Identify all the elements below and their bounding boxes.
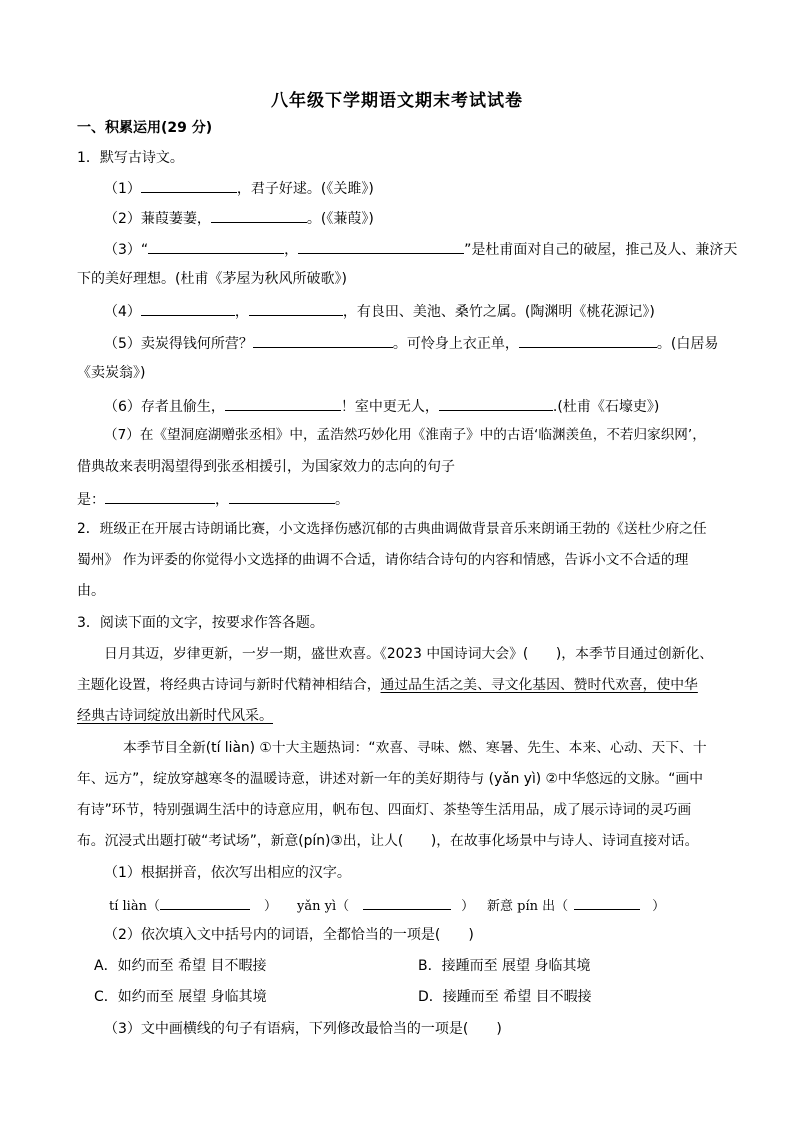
q1-item-3-cont: 下的美好理想。(杜甫《茅屋为秋风所破歌》)	[77, 271, 347, 287]
passage-p2-line-3: 有诗”环节，特别强调生活中的诗意应用，帆布包、四面灯、茶垫等生活用品，成了展示诗词的灵巧画	[77, 802, 692, 818]
q1-item-5-label: （5）卖炭得钱何所营？	[104, 336, 253, 352]
option-a[interactable]: A．如约而至 希望 目不暇接	[94, 958, 267, 974]
q1-item-1-text: ，君子好逑。(《关雎》)	[236, 181, 374, 197]
q1-item-4	[104, 301, 655, 321]
answer-blank[interactable]	[574, 895, 640, 910]
passage-p2-line-1: 本季节目全新(tí liàn) ①十大主题热词：“欢喜、寻味、燃、寒暑、先生、本来、心动、天下、十	[123, 740, 707, 756]
answer-blank[interactable]	[229, 489, 335, 504]
q1-item-5	[104, 333, 718, 353]
sub-question-2: （2）依次填入文中括号内的词语，全都恰当的一项是( )	[104, 927, 474, 943]
q1-item-5-cont: 《卖炭翁》)	[77, 365, 146, 381]
q1-item-7-cont: 借典故来表明渴望得到张丞相援引，为国家效力的志向的句子	[77, 459, 455, 475]
passage-p1-line-1: 日月其迈，岁律更新，一岁一期，盛世欢喜。《2023 中国诗词大会》( )，本季节目通过创新化、	[104, 646, 714, 662]
q1-item-4-comma: ，	[234, 304, 249, 320]
answer-blank[interactable]	[148, 239, 284, 254]
pinyin-blank-1	[109, 895, 277, 916]
answer-blank[interactable]	[211, 208, 307, 223]
answer-blank[interactable]	[363, 895, 451, 910]
q1-item-6-source: .(杜甫《石壕吏》)	[552, 399, 660, 415]
answer-blank[interactable]	[519, 333, 657, 348]
option-c[interactable]: C．如约而至 展望 身临其境	[94, 989, 267, 1005]
q1-item-5-source: 。(白居易	[656, 336, 719, 352]
bracket: ）	[652, 899, 666, 914]
answer-blank[interactable]	[160, 895, 250, 910]
section-heading: 一、积累运用(29 分)	[77, 120, 213, 136]
answer-blank[interactable]	[253, 333, 393, 348]
page-title: 八年级下学期语文期末考试试卷	[271, 91, 523, 111]
sub-question-1: （1）根据拼音，依次写出相应的汉字。	[104, 865, 351, 881]
passage-p2-line-4: 布。沉浸式出题打破“考试场”，新意(pín)③出，让人( )，在故事化场景中与诗人、诗词直接对话。	[77, 833, 699, 849]
passage-text: 主题化设置，将经典古诗词与新时代精神相结合，	[77, 677, 381, 693]
q1-item-6-text: ！室中更无人，	[340, 399, 439, 415]
answer-blank[interactable]	[249, 301, 343, 316]
q1-item-7-label: 是：	[77, 492, 105, 508]
question-1-heading: 1．默写古诗文。	[77, 150, 184, 166]
pinyin-label: yǎn yì（	[297, 899, 350, 914]
q1-item-2	[104, 208, 374, 228]
pinyin-blank-2	[297, 895, 474, 916]
answer-blank[interactable]	[141, 178, 237, 193]
q1-item-3-text: ”是杜甫面对自己的破屋，推己及人、兼济天	[464, 242, 738, 258]
q1-item-5-text: 。可怜身上衣正单，	[392, 336, 519, 352]
answer-blank[interactable]	[105, 489, 215, 504]
q1-item-3-label: （3）“	[104, 242, 149, 258]
option-d[interactable]: D．接踵而至 希望 目不暇接	[418, 989, 592, 1005]
q1-item-1-label: （1）	[104, 181, 141, 197]
q1-item-2-text: 。(《蒹葭》)	[306, 211, 374, 227]
bracket: ）	[263, 899, 277, 914]
passage-p1-line-2	[77, 676, 698, 694]
answer-blank[interactable]	[225, 396, 341, 411]
q1-item-3	[104, 239, 737, 259]
option-b[interactable]: B．接踵而至 展望 身临其境	[418, 958, 591, 974]
q1-item-4-label: （4）	[104, 304, 141, 320]
q1-item-2-label: （2）蒹葭萋萋，	[104, 211, 211, 227]
answer-blank[interactable]	[298, 239, 464, 254]
pinyin-label: 新意 pín 出（	[487, 899, 569, 914]
q1-item-6-label: （6）存者且偷生，	[104, 399, 225, 415]
underlined-sentence-cont: 经典古诗词绽放出新时代风采。	[77, 708, 273, 724]
q1-item-6	[104, 396, 659, 416]
question-2-line-3: 由。	[77, 583, 105, 599]
answer-blank[interactable]	[141, 301, 235, 316]
q1-item-4-text: ，有良田、美池、桑竹之属。(陶渊明《桃花源记》)	[342, 304, 655, 320]
sub-question-3: （3）文中画横线的句子有语病，下列修改最恰当的一项是( )	[104, 1021, 502, 1037]
pinyin-blank-3	[487, 895, 665, 916]
question-2-line-2: 蜀州》 作为评委的你觉得小文选择的曲调不合适，请你结合诗句的内容和情感，告诉小文不合适的理	[77, 552, 689, 568]
q1-item-7-comma: ，	[215, 492, 229, 508]
question-3-heading: 3．阅读下面的文字，按要求作答各题。	[77, 615, 324, 631]
q1-item-7-period: 。	[335, 492, 349, 508]
answer-blank[interactable]	[439, 396, 553, 411]
q1-item-3-comma: ，	[284, 242, 299, 258]
question-2-line-1: 2．班级正在开展古诗朗诵比赛，小文选择伤感沉郁的古典曲调做背景音乐来朗诵王勃的《送杜少府之任	[77, 521, 707, 537]
underlined-sentence: 通过品生活之美、寻文化基因、赞时代欢喜，使中华	[380, 677, 698, 693]
q1-item-7: （7）在《望洞庭湖赠张丞相》中，孟浩然巧妙化用《淮南子》中的古语‘临渊羡鱼，不若归家织网’，	[104, 427, 706, 443]
bracket: ）	[461, 899, 475, 914]
pinyin-label: tí liàn（	[109, 899, 160, 914]
q1-item-7-answer	[77, 489, 349, 509]
passage-p2-line-2: 年、远方”，绽放穿越寒冬的温暖诗意，讲述对新一年的美好期待与 (yǎn yì) ②中华悠远的文脉。“画中	[77, 771, 704, 787]
q1-item-1	[104, 178, 374, 198]
